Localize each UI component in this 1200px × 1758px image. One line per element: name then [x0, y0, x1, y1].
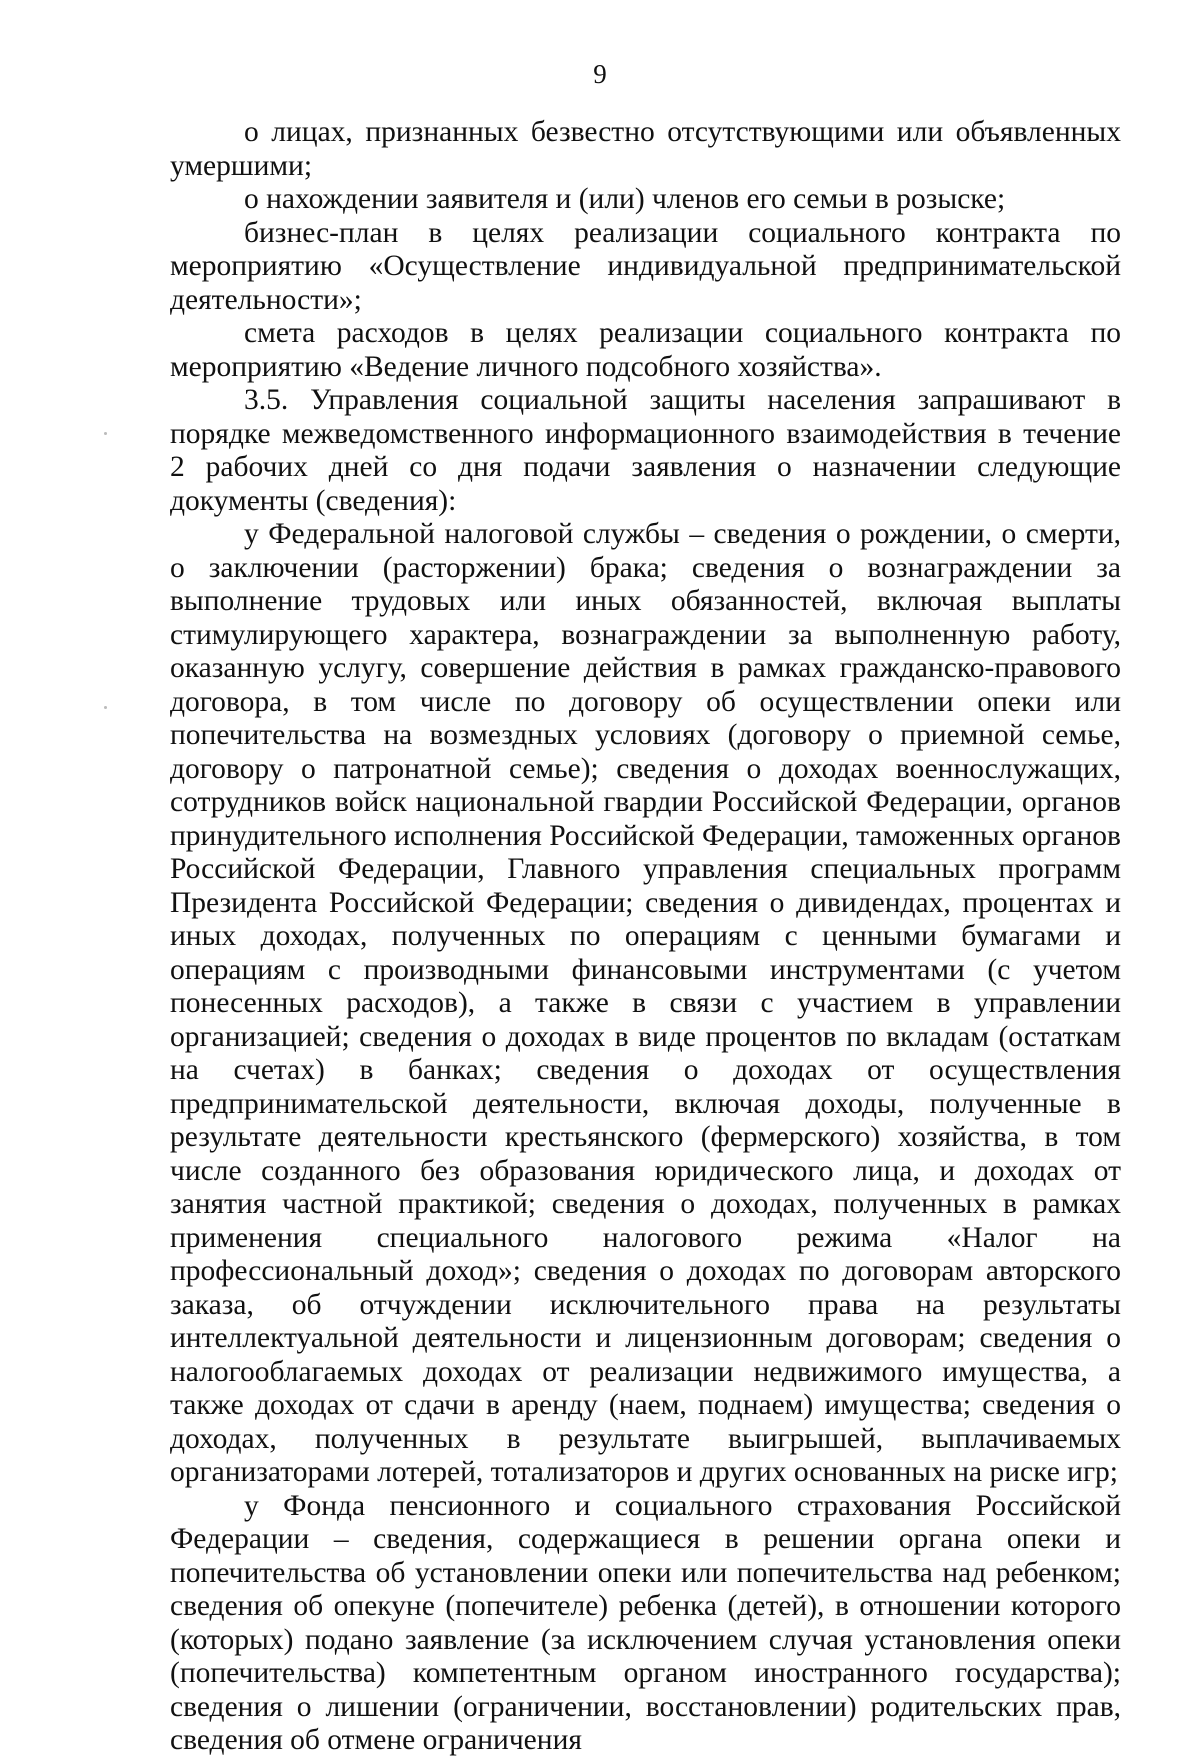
paragraph-business-plan: бизнес-план в целях реализации социального контракта по мероприятию «Осуществление индивидуальной предпринимательской деятельности»; [170, 216, 1121, 316]
paragraph-missing-persons: о лицах, признанных безвестно отсутствующими или объявленных умершими; [170, 116, 1121, 182]
paragraph-section-3-5: 3.5. Управления социальной защиты населения запрашивают в порядке межведомственного информационного взаимодействия в течение 2 рабочих дней со дня подачи заявления о назначении следующие документы (сведения): [170, 384, 1121, 517]
page-number: 9 [593, 59, 607, 89]
paragraph-wanted-status: о нахождении заявителя и (или) членов его семьи в розыске; [244, 183, 1006, 215]
scan-speck [104, 706, 107, 709]
paragraph-tax-service: у Федеральной налоговой службы – сведения о рождении, о смерти, о заключении (расторжении) брака; сведения о вознаграждении за выполнение трудовых или иных обязанностей, включая выплаты стимулирующего характера, вознаграждении за выполненную работу, оказанную услугу, совершение действия в рамках гражданско-правового договора, в том числе по договору об осуществлении опеки или попечительства на возмездных условиях (договору о приемной семье, договору о патронатной семье); сведения о доходах военнослужащих, сотрудников войск национальной гвардии Российской Федерации, органов принудительного исполнения Российской Федерации, таможенных органов Российской Федерации, Главного управления специальных программ Президента Российской Федерации; сведения о дивидендах, процентах и иных доходах, полученных по операциям с ценными бумагами и операциям с производными финансовыми инструментами (с учетом понесенных расходов), а также в связи с участием в управлении организацией; сведения о доходах в виде процентов по вкладам (остаткам на счетах) в банках; сведения о доходах от осуществления предпринимательской деятельности, включая доходы, полученные в результате деятельности крестьянского (фермерского) хозяйства, в том числе созданного без образования юридического лица, и доходах от занятия частной практикой; сведения о доходах, полученных в рамках применения специального налогового режима «Налог на профессиональный доход»; сведения о доходах по договорам авторского заказа, об отчуждении исключительного права на результаты интеллектуальной деятельности и лицензионным договорам; сведения о налогооблагаемых доходах от реализации недвижимого имущества, а также доходах от сдачи в аренду (наем, поднаем) имущества; сведения о доходах, полученных в результате выигрышей, выплачиваемых организаторами лотерей, тотализаторов и других основанных на риске игр; [170, 518, 1121, 1488]
scan-speck [104, 432, 107, 435]
paragraph-expense-estimate: смета расходов в целях реализации социального контракта по мероприятию «Ведение личного подсобного хозяйства». [170, 317, 1121, 383]
document-body [170, 116, 1121, 1758]
paragraph-pension-fund: у Фонда пенсионного и социального страхования Российской Федерации – сведения, содержащиеся в решении органа опеки и попечительства об установлении опеки или попечительства над ребенком; сведения об опекуне (попечителе) ребенка (детей), в отношении которого (которых) подано заявление (за исключением случая установления опеки (попечительства) компетентным органом иностранного государства); сведения о лишении (ограничении, восстановлении) родительских прав, сведения об отмене ограничения [170, 1489, 1121, 1756]
